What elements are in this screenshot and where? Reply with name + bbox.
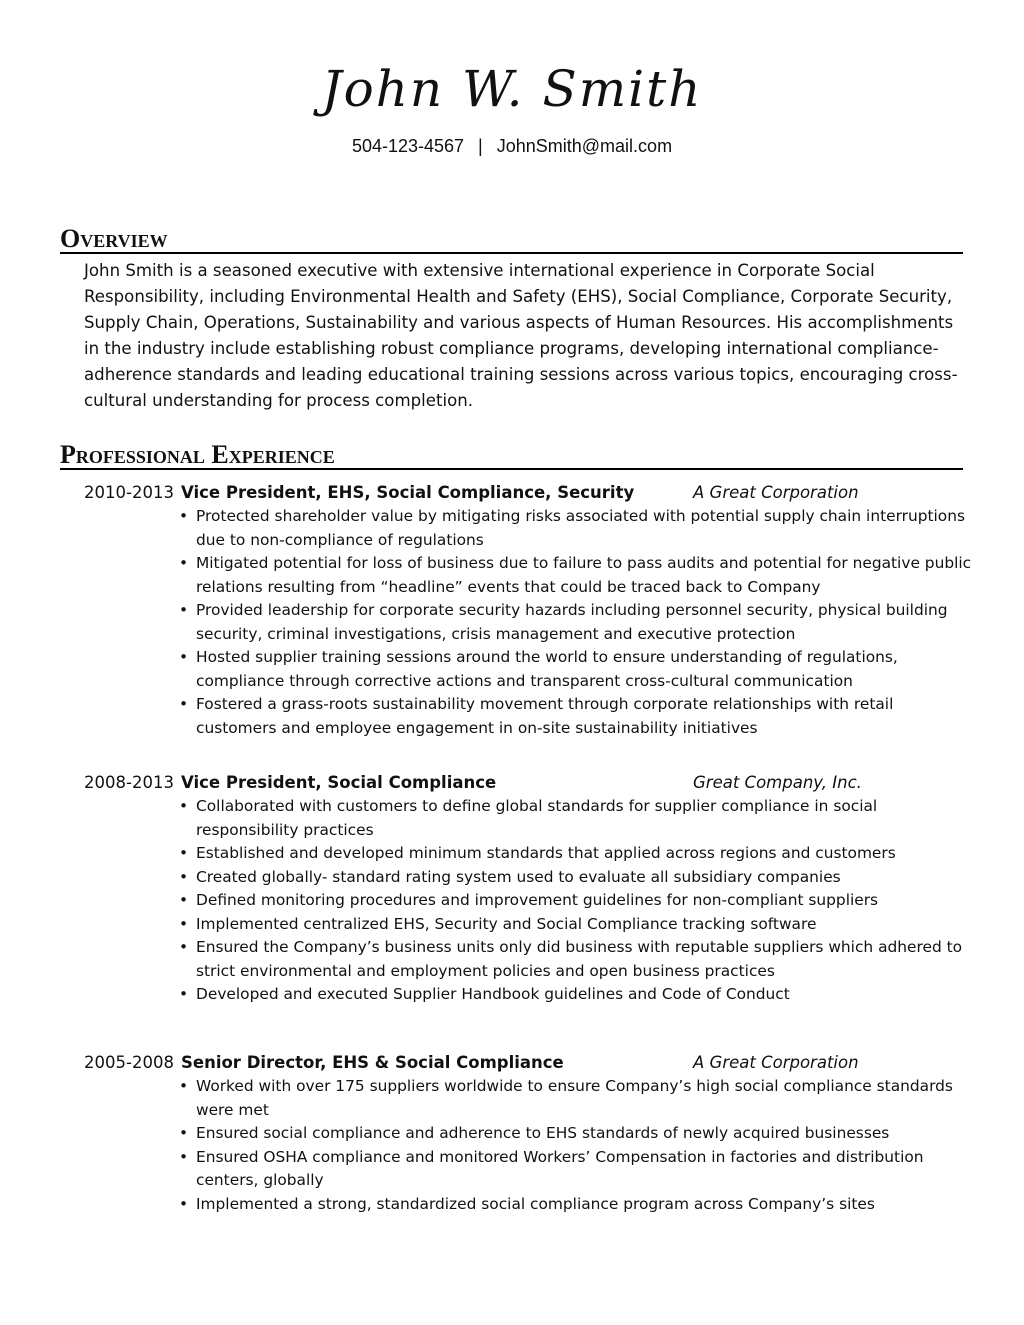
- bullet-item: [0, 866, 1024, 890]
- bullet-text: Implemented a strong, standardized social compliance program across Company’s sites: [196, 1194, 875, 1213]
- bullet-icon: •: [179, 844, 189, 862]
- overview-text: John Smith is a seasoned executive with extensive international experience in Corporate Social Responsibility, including Environmental Health and Safety (EHS), Social Compliance, Corporate Security, Supply Chain, Operations, Sustainability and various aspects of Human Resources. His accomplishments in the industry include establishing robust compliance programs, developing international compliance-adherence standards and leading educational training sessions across various topics, encouraging cross-cultural understanding for process completion.: [84, 261, 958, 410]
- bullet-item: [0, 505, 1024, 552]
- bullet-icon: •: [179, 914, 189, 933]
- job-title: Vice President, EHS, Social Compliance, Security: [181, 483, 635, 502]
- bullet-item: [0, 552, 1024, 599]
- bullet-icon: •: [179, 507, 189, 525]
- bullet-text: Defined monitoring procedures and improvement guidelines for non-compliant suppliers: [196, 891, 879, 909]
- bullet-icon: •: [179, 1194, 189, 1213]
- resume-name: John W. Smith: [321, 60, 703, 118]
- job-title: Vice President, Social Compliance: [181, 773, 497, 792]
- bullet-icon: •: [179, 1147, 189, 1166]
- bullet-item: [0, 1122, 1024, 1146]
- bullet-text: Implemented centralized EHS, Security and Social Compliance tracking software: [196, 914, 817, 933]
- job-dates: 2010-2013: [84, 483, 174, 502]
- bullet-item: [0, 1193, 1024, 1217]
- bullet-text: Established and developed minimum standards that applied across regions and customers: [196, 844, 896, 862]
- job-entry: [0, 481, 1024, 740]
- overview-heading: Overview: [60, 226, 963, 254]
- job-header: [0, 771, 1024, 795]
- bullet-icon: •: [179, 648, 189, 666]
- bullet-item: [0, 913, 1024, 937]
- job-title: Senior Director, EHS & Social Compliance: [181, 1053, 564, 1072]
- bullet-icon: •: [179, 891, 189, 909]
- bullet-item: [0, 795, 1024, 842]
- phone-number: 504-123-4567: [351, 136, 465, 156]
- bullet-text: Mitigated potential for loss of business due to failure to pass audits and potential for negative public relations resulting from “headline” events that could be traced back to Company: [196, 554, 972, 596]
- bullet-text: Developed and executed Supplier Handbook guidelines and Code of Conduct: [196, 985, 790, 1003]
- email-address: JohnSmith@mail.com: [496, 136, 673, 156]
- bullet-item: [0, 1146, 1024, 1193]
- bullet-icon: •: [179, 867, 189, 886]
- bullet-item: [0, 936, 1024, 983]
- bullet-text: Ensured the Company’s business units only did business with reputable suppliers which adhered to strict environmental and employment policies and open business practices: [196, 938, 963, 980]
- job-dates: 2008-2013: [84, 773, 174, 792]
- bullet-item: [0, 842, 1024, 866]
- job-header: [0, 481, 1024, 505]
- bullet-icon: •: [179, 554, 189, 572]
- bullet-icon: •: [179, 695, 189, 713]
- bullet-text: Ensured social compliance and adherence to EHS standards of newly acquired businesses: [196, 1124, 890, 1142]
- bullet-text: Collaborated with customers to define global standards for supplier compliance in social responsibility practices: [196, 797, 878, 839]
- bullet-text: Ensured OSHA compliance and monitored Workers’ Compensation in factories and distribution centers, globally: [196, 1147, 924, 1189]
- bullet-item: [0, 599, 1024, 646]
- contact-separator: |: [478, 136, 483, 156]
- contact-line: [0, 136, 1024, 157]
- job-header: [0, 1051, 1024, 1075]
- bullet-icon: •: [179, 1077, 189, 1095]
- bullet-icon: •: [179, 797, 189, 815]
- job-company: A Great Corporation: [693, 1053, 859, 1072]
- bullet-item: [0, 983, 1024, 1007]
- bullet-item: [0, 646, 1024, 693]
- bullet-item: [0, 693, 1024, 740]
- bullet-item: [0, 889, 1024, 913]
- bullet-icon: •: [179, 938, 189, 956]
- job-dates: 2005-2008: [84, 1053, 174, 1072]
- job-bullets: [0, 505, 1024, 740]
- job-company: A Great Corporation: [693, 483, 859, 502]
- bullet-text: Hosted supplier training sessions around the world to ensure understanding of regulations, compliance through corrective actions and transparent cross-cultural communication: [196, 648, 898, 690]
- job-entry: [0, 1051, 1024, 1216]
- job-bullets: [0, 795, 1024, 1007]
- bullet-text: Provided leadership for corporate security hazards including personnel security, physical building security, criminal investigations, crisis management and executive protection: [196, 601, 948, 643]
- job-entry: [0, 771, 1024, 1007]
- bullet-text: Worked with over 175 suppliers worldwide to ensure Company’s high social compliance standards were met: [196, 1077, 953, 1119]
- bullet-icon: •: [179, 1124, 189, 1142]
- experience-heading: Professional Experience: [60, 442, 963, 470]
- bullet-text: Fostered a grass-roots sustainability movement through corporate relationships with retail customers and employee engagement in on-site sustainability initiatives: [196, 695, 894, 737]
- bullet-icon: •: [179, 985, 189, 1003]
- bullet-icon: •: [179, 601, 189, 619]
- job-company: Great Company, Inc.: [693, 773, 862, 792]
- bullet-item: [0, 1075, 1024, 1122]
- job-bullets: [0, 1075, 1024, 1216]
- bullet-text: Created globally- standard rating system used to evaluate all subsidiary companies: [196, 867, 841, 886]
- bullet-text: Protected shareholder value by mitigating risks associated with potential supply chain interruptions due to non-compliance of regulations: [196, 507, 965, 549]
